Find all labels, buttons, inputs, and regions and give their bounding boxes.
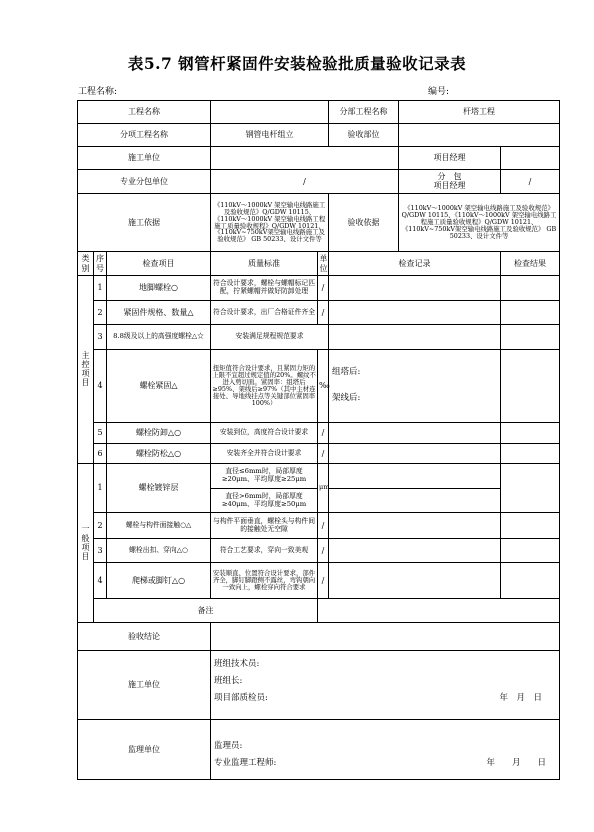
item-cell: 螺栓紧固△ (107, 350, 211, 423)
project-name-label: 工程名称: (78, 87, 118, 97)
seq-cell: 4 (94, 563, 107, 599)
table-row (78, 599, 560, 623)
code-label: 编号: (428, 87, 450, 97)
table-row (78, 325, 560, 350)
table-row (78, 563, 560, 599)
inspection-record-table (77, 100, 560, 780)
table-row (78, 464, 560, 489)
general-items-label: 一般项目 (81, 524, 90, 561)
supervision-sign-block[interactable] (211, 720, 560, 780)
record-cell[interactable] (329, 489, 501, 513)
item-cell: 螺栓出扣、穿向△○ (107, 539, 211, 563)
item-project-value[interactable]: 钢管电杆组立 (211, 124, 329, 147)
record-after-tower: 组塔后: (332, 367, 361, 378)
standard-cell: 与构件平面垂直，螺栓头与构件间的接触处无空隙 (211, 513, 318, 539)
table-row (78, 513, 560, 539)
item-project-label: 分项工程名称 (78, 124, 211, 147)
supervision-sign-label: 监理单位 (78, 720, 211, 780)
qc-inspector-signature: 项目部质检员: (214, 692, 268, 703)
record-cell[interactable] (329, 464, 501, 489)
seq-cell: 5 (94, 423, 107, 444)
record-cell[interactable] (329, 539, 501, 563)
standard-cell: 安装齐全并符合设计要求 (211, 444, 318, 464)
table-row (78, 170, 560, 194)
sub-project-label: 分部工程名称 (329, 101, 399, 124)
record-cell[interactable] (329, 423, 501, 444)
record-cell[interactable] (329, 563, 501, 599)
acceptance-basis-label: 验收依据 (329, 194, 399, 252)
col-record: 检查记录 (329, 252, 501, 276)
seq-cell: 4 (94, 350, 107, 423)
subcontract-manager-label: 分 包 项目经理 (399, 170, 501, 194)
standard-cell: 安装满足规程规范要求 (211, 325, 329, 350)
record-cell[interactable] (329, 513, 501, 539)
project-name-value[interactable] (211, 101, 329, 124)
construction-sign-block[interactable] (211, 651, 560, 720)
standard-cell: 扭矩值符合设计要求，且紧固力矩的上限不宜超过规定值的20%。螺纹不进入剪切面。紧固率：组塔后≥95%、架线后≥97%（其中主材连接处、导地线挂点等关键部位紧固率 100%） (211, 350, 318, 423)
unit-cell: / (318, 539, 329, 563)
project-manager-label: 项目经理 (399, 147, 501, 170)
standard-cell: 直径>6mm时，局部厚度≥40μm、平均厚度≥50μm (211, 489, 318, 513)
standard-cell: 符合设计要求，螺栓与螺帽标记匹配，拧紧螺帽并做好防卸处理 (211, 276, 318, 301)
standard-cell: 直径≤6mm时，局部厚度≥20μm、平均厚度≥25μm (211, 464, 318, 489)
construction-sign-label: 施工单位 (78, 651, 211, 720)
acceptance-part-value[interactable] (399, 124, 560, 147)
table-row (78, 194, 560, 252)
unit-cell: ‰ (318, 350, 329, 423)
seq-cell: 3 (94, 539, 107, 563)
subcontract-unit-label: 专业分包单位 (78, 170, 211, 194)
supervision-sign-date: 年 月 日 (486, 758, 547, 768)
table-row (78, 423, 560, 444)
item-cell: 地脚螺栓○ (107, 276, 211, 301)
record-cell[interactable] (329, 444, 501, 464)
seq-cell: 3 (94, 325, 107, 350)
result-cell[interactable] (501, 539, 560, 563)
sub-project-value[interactable]: 杆塔工程 (399, 101, 560, 124)
seq-cell: 6 (94, 444, 107, 464)
main-items-label: 主控项目 (81, 350, 90, 388)
record-cell[interactable] (329, 301, 501, 325)
record-cell[interactable] (329, 276, 501, 301)
table-row (78, 147, 560, 170)
col-category: 类别 (81, 254, 90, 273)
acceptance-basis-value: 《110kV～1000kV 架空输电线路施工及验收规范》Q/GDW 10115、《110kV～1000kV 架空输电线路工程施工质量验收规程》Q/GDW 10121、《110kV~750kV架空输电线路施工及验收规范》 GB 50233、设计文件等 (399, 194, 560, 252)
conclusion-label: 验收结论 (78, 623, 211, 651)
engineer-signature: 专业监理工程师: (214, 758, 277, 768)
record-cell[interactable] (329, 350, 501, 423)
standard-cell: 符合设计要求，出厂合格证件齐全 (211, 301, 318, 325)
page-title: 表5.7 钢管杆紧固件安装检验批质量验收记录表 (127, 54, 467, 73)
unit-cell: / (318, 276, 329, 301)
col-unit: 单位 (319, 254, 328, 273)
col-result: 检查结果 (501, 252, 560, 276)
seq-cell: 1 (94, 464, 107, 513)
team-leader-signature: 班组长: (214, 675, 243, 686)
table-row (78, 444, 560, 464)
remarks-value[interactable] (318, 599, 560, 623)
result-cell[interactable] (501, 563, 560, 599)
table-row (78, 623, 560, 651)
table-row (78, 720, 560, 780)
construction-unit-value[interactable] (211, 147, 399, 170)
table-header-row (78, 252, 560, 276)
construction-basis-value: 《110kV～1000kV 架空输电线路施工及验收规范》Q/GDW 10115、《110kV～1000kV 架空输电线路工程施工质量验收规程》Q/GDW 10121、《110kV~750kV架空输电线路施工及验收规范》 GB 50233、设计文件等 (211, 194, 329, 252)
unit-cell: / (318, 513, 329, 539)
result-cell[interactable] (501, 350, 560, 423)
result-cell[interactable] (501, 513, 560, 539)
item-cell: 紧固件规格、数量△ (107, 301, 211, 325)
item-cell: 螺栓与构件面接触○△ (107, 513, 211, 539)
construction-sign-date: 年 月 日 (499, 692, 543, 703)
item-cell: 爬梯或脚钉△○ (107, 563, 211, 599)
conclusion-value[interactable] (211, 623, 560, 651)
project-name-cell: 工程名称 (78, 101, 211, 124)
table-row (78, 651, 560, 720)
construction-unit-label: 施工单位 (78, 147, 211, 170)
table-row (78, 539, 560, 563)
record-after-wiring: 架线后: (332, 393, 361, 403)
unit-cell: / (318, 301, 329, 325)
standard-cell: 符合工艺要求，穿向一致美观 (211, 539, 318, 563)
item-cell: 8.8级及以上的高强度螺栓△☆ (107, 325, 211, 350)
record-cell[interactable] (329, 325, 501, 350)
subcontract-manager-value[interactable]: / (501, 170, 560, 194)
item-cell: 螺栓防松△○ (107, 444, 211, 464)
item-cell: 螺栓防卸△○ (107, 423, 211, 444)
col-seq: 序号 (96, 254, 104, 273)
item-cell: 螺栓镀锌层 (107, 464, 211, 513)
seq-cell: 2 (94, 301, 107, 325)
subcontract-unit-value[interactable]: / (211, 170, 399, 194)
supervisor-signature: 监理员: (214, 741, 243, 751)
result-cell[interactable] (501, 464, 560, 513)
table-row (78, 301, 560, 325)
project-manager-value[interactable] (501, 147, 560, 170)
construction-basis-label: 施工依据 (78, 194, 211, 252)
result-cell[interactable] (501, 325, 560, 350)
team-tech-signature: 班组技术员: (214, 658, 260, 669)
unit-cell: μm (318, 464, 329, 513)
result-cell[interactable] (501, 423, 560, 444)
unit-cell: / (318, 563, 329, 599)
seq-cell: 2 (94, 513, 107, 539)
standard-cell: 安装顺直、位置符合设计要求，部件齐全，脚钉脚蹬侧不露丝，弯钩朝向一致向上，螺栓穿向符合要求 (211, 563, 318, 599)
table-row (78, 101, 560, 124)
result-cell[interactable] (501, 301, 560, 325)
seq-cell: 1 (94, 276, 107, 301)
result-cell[interactable] (501, 276, 560, 301)
col-item: 检查项目 (107, 252, 211, 276)
acceptance-part-label: 验收部位 (329, 124, 399, 147)
standard-cell: 安装到位，高度符合设计要求 (211, 423, 318, 444)
unit-cell: / (318, 444, 329, 464)
table-row (78, 350, 560, 423)
result-cell[interactable] (501, 444, 560, 464)
col-standard: 质量标准 (211, 252, 318, 276)
unit-cell: / (318, 423, 329, 444)
table-row (78, 276, 560, 301)
remarks-label: 备注 (94, 599, 318, 623)
table-row (78, 124, 560, 147)
